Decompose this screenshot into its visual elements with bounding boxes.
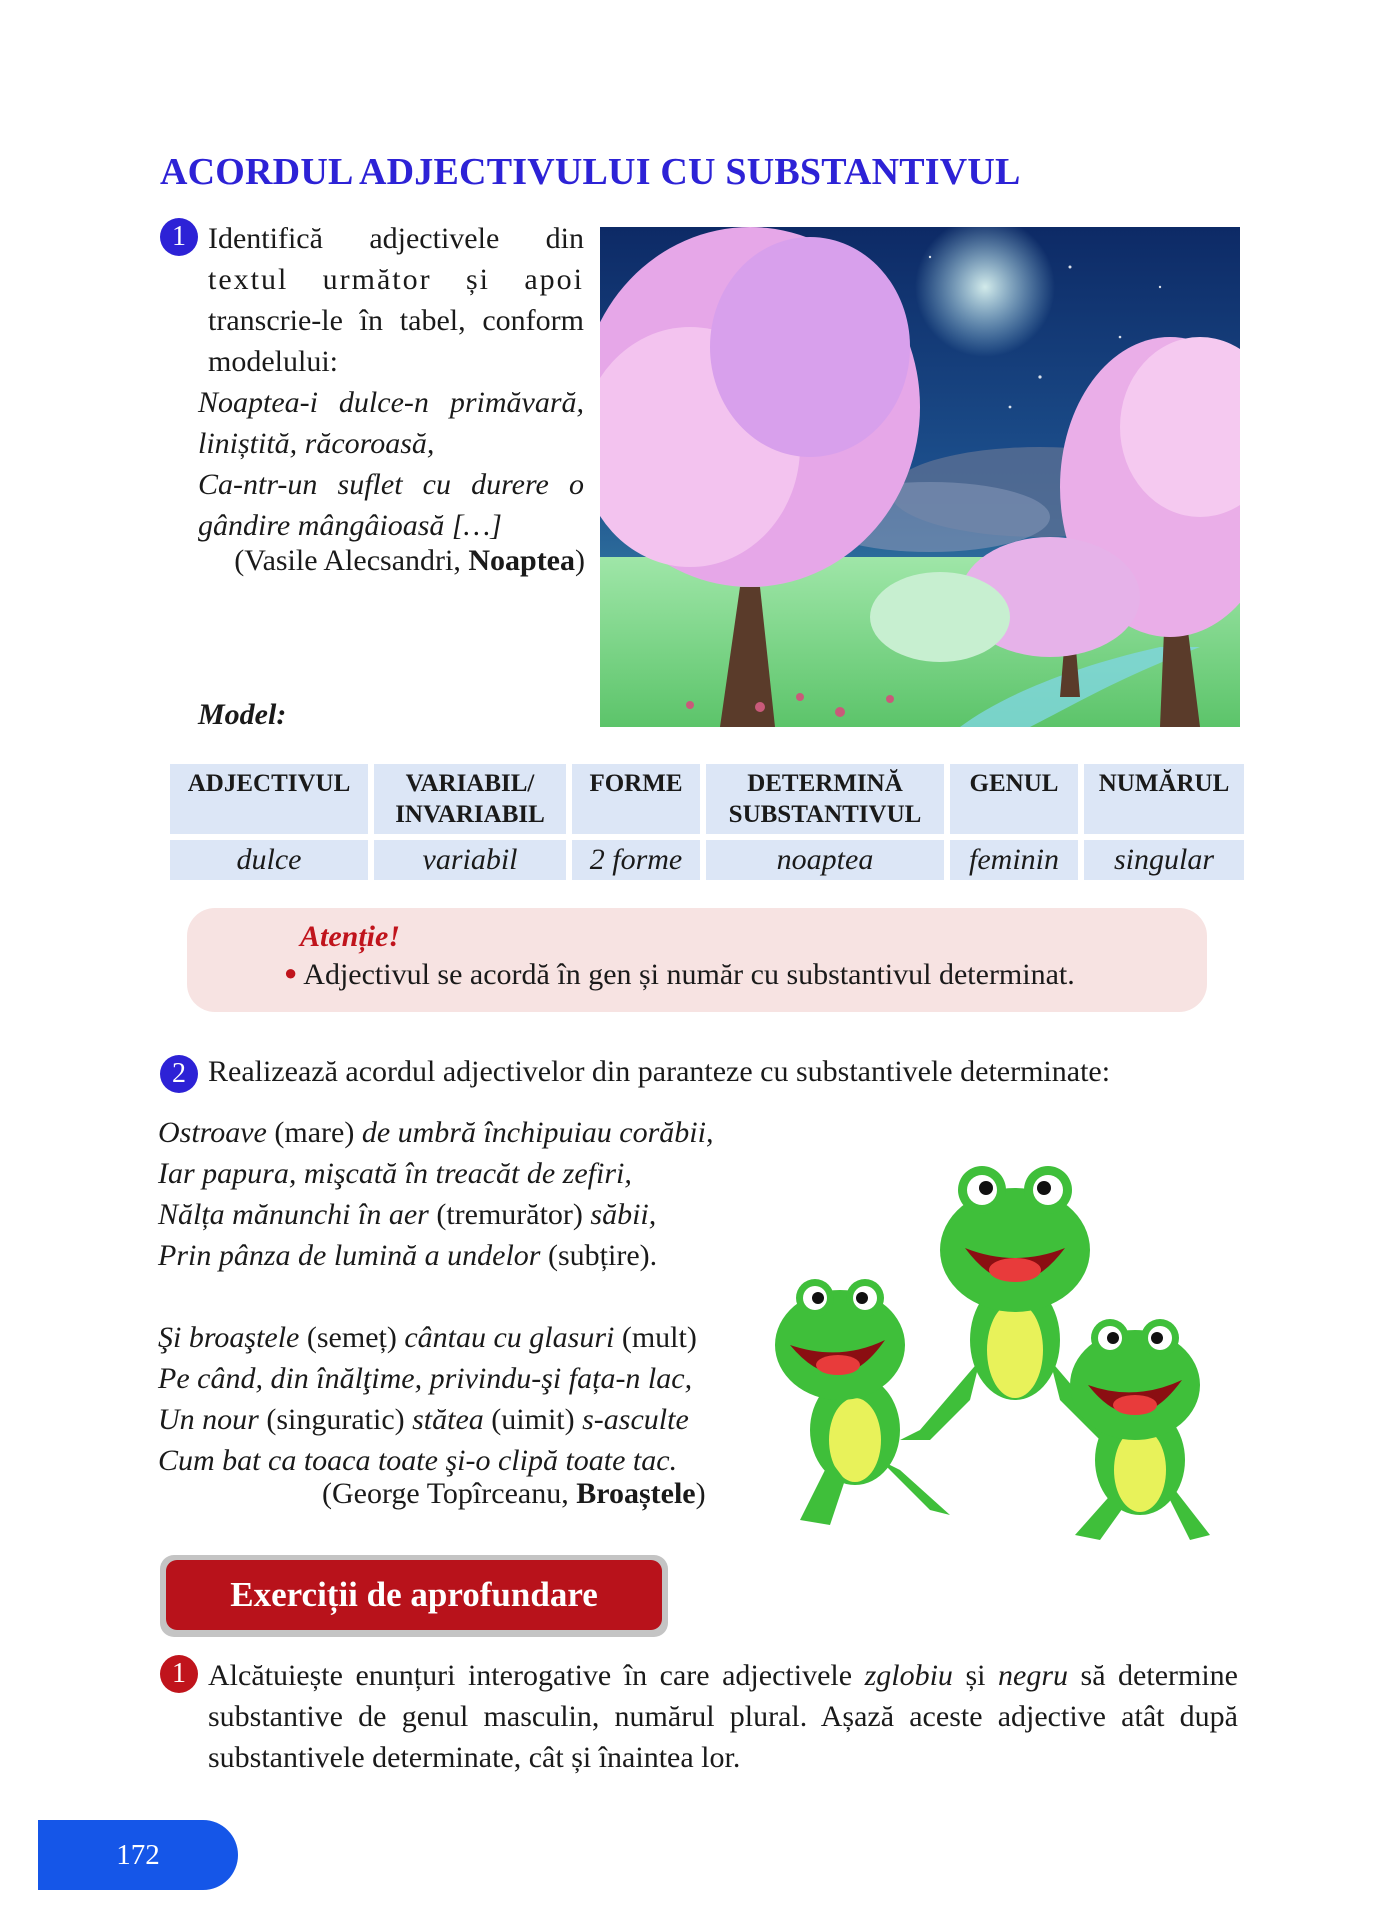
frog-left — [775, 1279, 950, 1525]
poem-line: Pe când, din înălţime, privindu-şi fața-n lac, — [158, 1362, 693, 1395]
poem-line: Cum bat ca toaca toate şi-o clipă toate tac. — [158, 1444, 678, 1477]
exercise-deepening-1-text: Alcătuiește enunțuri interogative în care adjectivele zglobiu și negru să determine substantive de genul masculin, numărul plural. Așază aceste adjective atât după substantivele determinate, cât și înaintea lor. — [208, 1659, 1238, 1774]
poem-line: Un nour (singuratic) stătea (uimit) s-asculte — [158, 1403, 689, 1436]
poem-line: Ca-ntr-un suflet cu durere o — [198, 468, 584, 501]
poem-line: liniștită, răcoroasă, — [198, 427, 435, 460]
adjective-table — [164, 758, 1250, 886]
page-title: ACORDUL ADJECTIVULUI CU SUBSTANTIVUL — [160, 151, 1021, 193]
table-header-cell: VARIABIL/ INVARIABIL — [374, 764, 566, 834]
night-spring-illustration — [600, 227, 1240, 727]
table-row — [170, 840, 1244, 880]
table-cell: feminin — [950, 840, 1078, 880]
poem-line: Ostroave (mare) de umbră închipuiau corăbii, — [158, 1116, 714, 1149]
poem-stanza — [158, 1317, 713, 1481]
bullet-icon: ● — [284, 960, 298, 985]
poem-source-2 — [322, 1477, 706, 1511]
table-header-row — [170, 764, 1244, 834]
poem-stanza — [158, 1112, 713, 1276]
poem-excerpt-1 — [198, 382, 584, 546]
poem-line: Şi broaştele (semeț) cântau cu glasuri (mult) — [158, 1321, 697, 1354]
highlighted-adjective: zglobiu — [864, 1659, 953, 1692]
table-cell: noaptea — [706, 840, 944, 880]
source-title: Broaștele — [576, 1477, 696, 1510]
section-header: Exerciții de aprofundare — [166, 1560, 662, 1630]
table-cell: variabil — [374, 840, 566, 880]
exercise-number-badge: 2 — [160, 1055, 198, 1093]
poem-source-1 — [185, 544, 585, 578]
poem-excerpt-2 — [158, 1112, 713, 1481]
table-cell: dulce — [170, 840, 368, 880]
source-author: (Vasile Alecsandri, — [234, 544, 469, 577]
poem-line: Nălța mănunchi în aer (tremurător) săbii, — [158, 1198, 657, 1231]
instruction-line: Identifică adjectivele din — [208, 222, 584, 255]
source-author: (George Topîrceanu, — [322, 1477, 577, 1510]
source-end: ) — [575, 544, 585, 577]
table-header-cell: GENUL — [950, 764, 1078, 834]
instruction-line: transcrie-le în tabel, conform — [208, 304, 584, 337]
poem-line: gândire mângâioasă […] — [198, 509, 502, 542]
table-header-cell: NUMĂRUL — [1084, 764, 1244, 834]
exercise-number-badge: 1 — [160, 1655, 198, 1693]
instruction-line: textul următor și apoi — [208, 263, 584, 296]
attention-title: Atenție! — [300, 920, 401, 953]
poem-line: Prin pânza de lumină a undelor (subțire). — [158, 1239, 658, 1272]
exercise-1-instruction — [208, 218, 584, 382]
table-header-cell: FORME — [572, 764, 700, 834]
highlighted-adjective: negru — [998, 1659, 1068, 1692]
table-header-cell: ADJECTIVUL — [170, 764, 368, 834]
source-end: ) — [695, 1477, 706, 1510]
table-cell: singular — [1084, 840, 1244, 880]
frogs-illustration — [770, 1130, 1220, 1550]
table-header-cell: DETERMINĂ SUBSTANTIVUL — [706, 764, 944, 834]
poem-line: Iar papura, mişcată în treacăt de zefiri, — [158, 1157, 632, 1190]
exercise-number-badge: 1 — [160, 218, 198, 256]
exercise-2-instruction: Realizează acordul adjectivelor din paranteze cu substantivele determinate: — [208, 1055, 1111, 1088]
attention-text: ● Adjectivul se acordă în gen și număr cu substantivul determinat. — [284, 958, 1075, 991]
source-title: Noaptea — [468, 544, 575, 577]
poem-line: Noaptea-i dulce-n primăvară, — [198, 386, 584, 419]
instruction-line: modelului: — [208, 345, 338, 378]
page-number: 172 — [38, 1820, 238, 1890]
table-cell: 2 forme — [572, 840, 700, 880]
model-label: Model: — [198, 698, 287, 731]
